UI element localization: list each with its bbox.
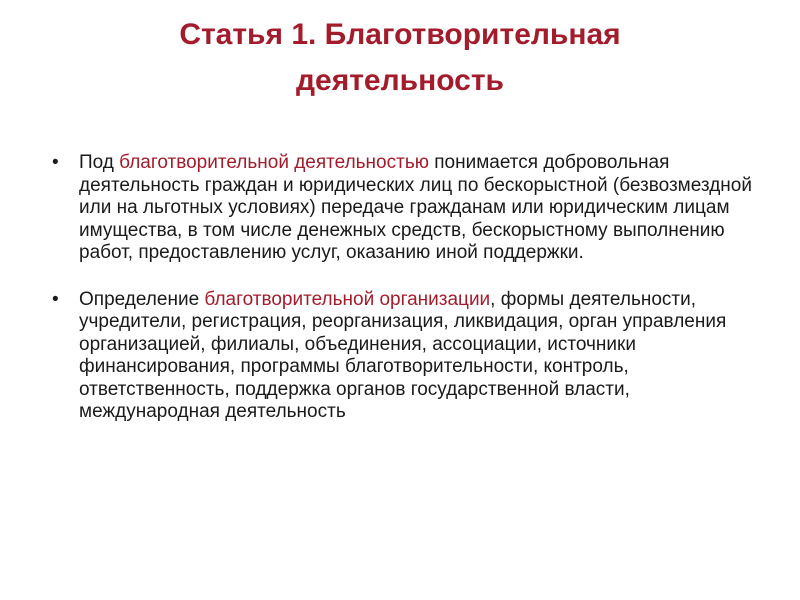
bullet-highlight: благотворительной деятельностью: [119, 152, 429, 173]
bullet-text-before: Определение: [79, 288, 205, 310]
bullet-item-charity-activity: [52, 152, 752, 265]
slide-title-line-1: Статья 1. Благотворительная: [179, 18, 621, 51]
bullet-text-after: , формы деятельности, учредители, регистрация, реорганизация, ликвидация, орган управления организацией, филиалы, объединения, ассоциации, источники финансирования, программы благотворительности, контроль, ответственность, поддержка органов государственной власти, международная деятельность: [79, 288, 727, 422]
bullet-highlight: благотворительной организации: [204, 288, 491, 310]
bullet-list: [52, 152, 752, 448]
bullet-text-after: понимается добровольная деятельность граждан и юридических лиц по бескорыстной (безвозмездной или на льготных условиях) передаче гражданам или юридическим лицам имущества, в том числе денежных средств, бескорыстному выполнению работ, предоставлению услуг, оказанию иной поддержки.: [79, 152, 752, 263]
bullet-dot-icon: •: [52, 152, 59, 173]
slide-title: [60, 12, 740, 104]
bullet-dot-icon: •: [52, 288, 59, 310]
bullet-text-before: Под: [79, 152, 120, 173]
slide-title-line-2: деятельность: [296, 64, 504, 97]
bullet-item-charity-organization: [52, 289, 752, 424]
